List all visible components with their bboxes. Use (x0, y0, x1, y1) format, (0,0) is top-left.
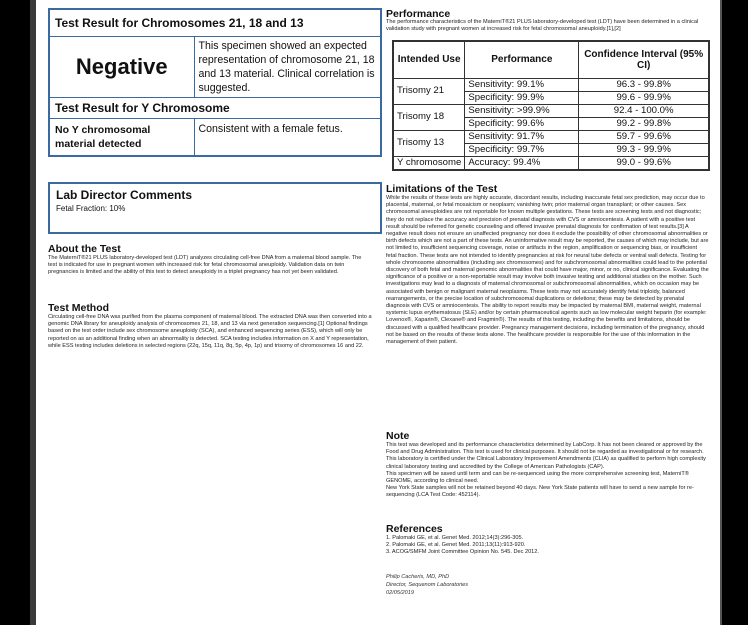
performance-cell: Specificity: 99.6% (465, 117, 579, 130)
ci-cell: 99.2 - 99.8% (579, 117, 709, 130)
limitations-section (386, 183, 709, 346)
reference-item: 3. ACOG/SMFM Joint Committee Opinion No. 545. Dec 2012. (386, 549, 539, 556)
performance-cell: Specificity: 99.7% (465, 143, 579, 156)
intended-use-cell: Trisomy 21 (393, 78, 465, 104)
signature-title: Director, Sequenom Laboratories (386, 582, 469, 588)
references-section (386, 523, 706, 557)
performance-cell: Sensitivity: 91.7% (465, 130, 579, 143)
ci-cell: 99.6 - 99.9% (579, 91, 709, 104)
y-chromosome-description: Consistent with a female fetus. (194, 118, 381, 156)
ci-cell: 99.0 - 99.6% (579, 156, 709, 170)
performance-intro: The performance characteristics of the MaterniT®21 PLUS laboratory-developed test (LDT) have been determined in a clinical validation study with pregnant women at increased risk for fetal chromosomal aneuploidy.[1],[2] (386, 19, 699, 32)
table-row (393, 104, 709, 117)
signature-date: 02/05/2019 (386, 590, 414, 596)
intended-use-cell: Trisomy 18 (393, 104, 465, 130)
table-row (393, 78, 709, 91)
performance-title: Performance (386, 8, 451, 20)
limitations-text: While the results of these tests are highly accurate, discordant results, including inaccurate fetal sex prediction, may occur due to placental, maternal, or fetal mosaicism or neoplasm; vanishing twin; prior maternal organ transplant; or other causes. Sex chromosomal aneuploidies are not reportable for known multiple gestations. These tests are screening tests and not diagnostic; they do not replace the accuracy and precision of prenatal diagnosis with CVS or amniocentesis. A patient with a positive test result should be referred for genetic counseling and offered invasive prenatal diagnosis for confirmation of test results.[3] A negative result does not ensure an unaffected pregnancy nor does it exclude the possibility of other chromosomal abnormalities or birth defects which are not a part of these tests. An uninformative result may be reported, the causes of which may include, but are not limited to, insufficient sequencing coverage, noise or artifacts in the region, amplification or sequencing bias, or insufficient fetal fraction. These tests are not intended to identify pregnancies at risk for neural tube defects or ventral wall defects. Testing for whole chromosome abnormalities (including sex chromosomes) and for subchromosomal abnormalities could lead to the potential discovery of both fetal and maternal genomic abnormalities that could have major, minor, or no, clinical significance. Evaluating the significance of a positive or a non-reportable result may involve both invasive testing and additional studies on the mother. Such investigations may lead to a diagnosis of maternal chromosomal or subchromosomal abnormalities, which on occasion may be associated with benign or malignant maternal neoplasms. These tests may not accurately identify fetal triploidy, balanced rearrangements, or the precise location of subchromosomal duplications or deletions; these may be detected by prenatal diagnosis with CVS or amniocentesis. The ability to report results may be impacted by maternal BMI, maternal weight, maternal systemic lupus erythematosus (SLE) and/or by certain pharmaceutical agents such as low molecular weight heparin (for example: Lovenox®, Xaparin®, Clexane® and Fragmin®). The results of this testing, including the benefits and limitations, should be discussed with a qualified healthcare provider. Pregnancy management decisions, including termination of the pregnancy, should not be based on the results of these tests alone. The healthcare provider is responsible for the use of this information in the management of their patient. (386, 195, 709, 346)
about-text: The MaterniT®21 PLUS laboratory-developed test (LDT) analyzes circulating cell-free DNA from a maternal blood sample. The test is indicated for use in pregnant women with increased risk for fetal chromosomal aneuploidy. Validation data on twin pregnancies is limited and the ability of this test to detect aneuploidy in a triplet pregnancy has not yet been validated. (48, 255, 362, 276)
intended-use-cell: Y chromosome (393, 156, 465, 170)
method-section (48, 302, 374, 350)
header-intended-use: Intended Use (393, 41, 465, 78)
note-section (386, 430, 706, 500)
performance-cell: Sensitivity: >99.9% (465, 104, 579, 117)
result-value: Negative (49, 36, 194, 97)
chromosome-result-title: Test Result for Chromosomes 21, 18 and 13 (49, 9, 381, 36)
y-chromosome-title: Test Result for Y Chromosome (49, 97, 381, 118)
note-text-2: This specimen will be saved until term and can be re-sequenced using the more comprehensive screening test, MaterniT® GENOME, according to clinical need. (386, 470, 689, 485)
lab-director-title: Lab Director Comments (56, 188, 193, 202)
right-window-edge (720, 0, 748, 625)
performance-cell: Specificity: 99.9% (465, 91, 579, 104)
limitations-title: Limitations of the Test (386, 183, 498, 195)
result-table (48, 8, 382, 157)
performance-table (392, 40, 710, 171)
header-performance: Performance (465, 41, 579, 78)
left-window-edge (0, 0, 36, 625)
performance-cell: Sensitivity: 99.1% (465, 78, 579, 91)
note-text-3: New York State samples will not be retained beyond 40 days. New York State patients will have to send a new sample for re-sequencing (LCA Test Code: 452114). (386, 485, 694, 499)
about-title: About the Test (48, 243, 121, 255)
fetal-fraction: Fetal Fraction: 10% (56, 204, 126, 213)
header-confidence-interval: Confidence Interval (95% CI) (579, 41, 709, 78)
signature-name: Philip Cacheris, MD, PhD (386, 574, 450, 580)
table-row (393, 130, 709, 143)
ci-cell: 96.3 - 99.8% (579, 78, 709, 91)
references-title: References (386, 523, 443, 535)
intended-use-cell: Trisomy 13 (393, 130, 465, 156)
method-text: Circulating cell-free DNA was purified from the plasma component of maternal blood. The extracted DNA was then converted into a genomic DNA library for aneuploidy analysis of chromosomes 21, 18, and 13 via next generation sequencing.[1] Optional findings based on the test order include sex chromosome aneuploidy (SCA), and enhanced sequencing series (ESS), which will only be reported on as an additional finding when an abnormality is detected. SCA testing includes information on X and Y representation, while ESS testing includes deletions in selected regions (22q, 15q, 11q, 8q, 5p, 4p, 1p) and trisomy of chromosomes 16 and 22. (48, 314, 372, 349)
note-title: Note (386, 430, 410, 442)
performance-cell: Accuracy: 99.4% (465, 156, 579, 170)
result-description: This specimen showed an expected representation of chromosome 21, 18 and 13 material. Clinical correlation is suggested. (194, 36, 381, 97)
ci-cell: 59.7 - 99.6% (579, 130, 709, 143)
reference-item: 2. Palomaki GE, et al. Genet Med. 2011;13(11):913-920. (386, 542, 526, 549)
y-chromosome-value: No Y chromosomal material detected (49, 118, 194, 156)
method-title: Test Method (48, 302, 110, 314)
ci-cell: 99.3 - 99.9% (579, 143, 709, 156)
lab-director-comments (48, 182, 382, 234)
ci-cell: 92.4 - 100.0% (579, 104, 709, 117)
signature-block (386, 573, 586, 597)
reference-item: 1. Palomaki GE, et al. Genet Med. 2012;14(3):296-305. (386, 535, 524, 541)
note-text-1: This test was developed and its performance characteristics determined by LabCorp. It has not been cleared or approved by the Food and Drug Administration. This test is used for clinical purposes. It should not be regarded as investigational or for research. This laboratory is certified under the Clinical Laboratory Improvement Amendments (CLIA) as qualified to perform high complexity clinical laboratory testing and accredited by the College of American Pathologists (CAP). (386, 442, 706, 470)
table-row (393, 156, 709, 170)
about-section (48, 243, 368, 277)
report-page[interactable] (36, 0, 720, 625)
